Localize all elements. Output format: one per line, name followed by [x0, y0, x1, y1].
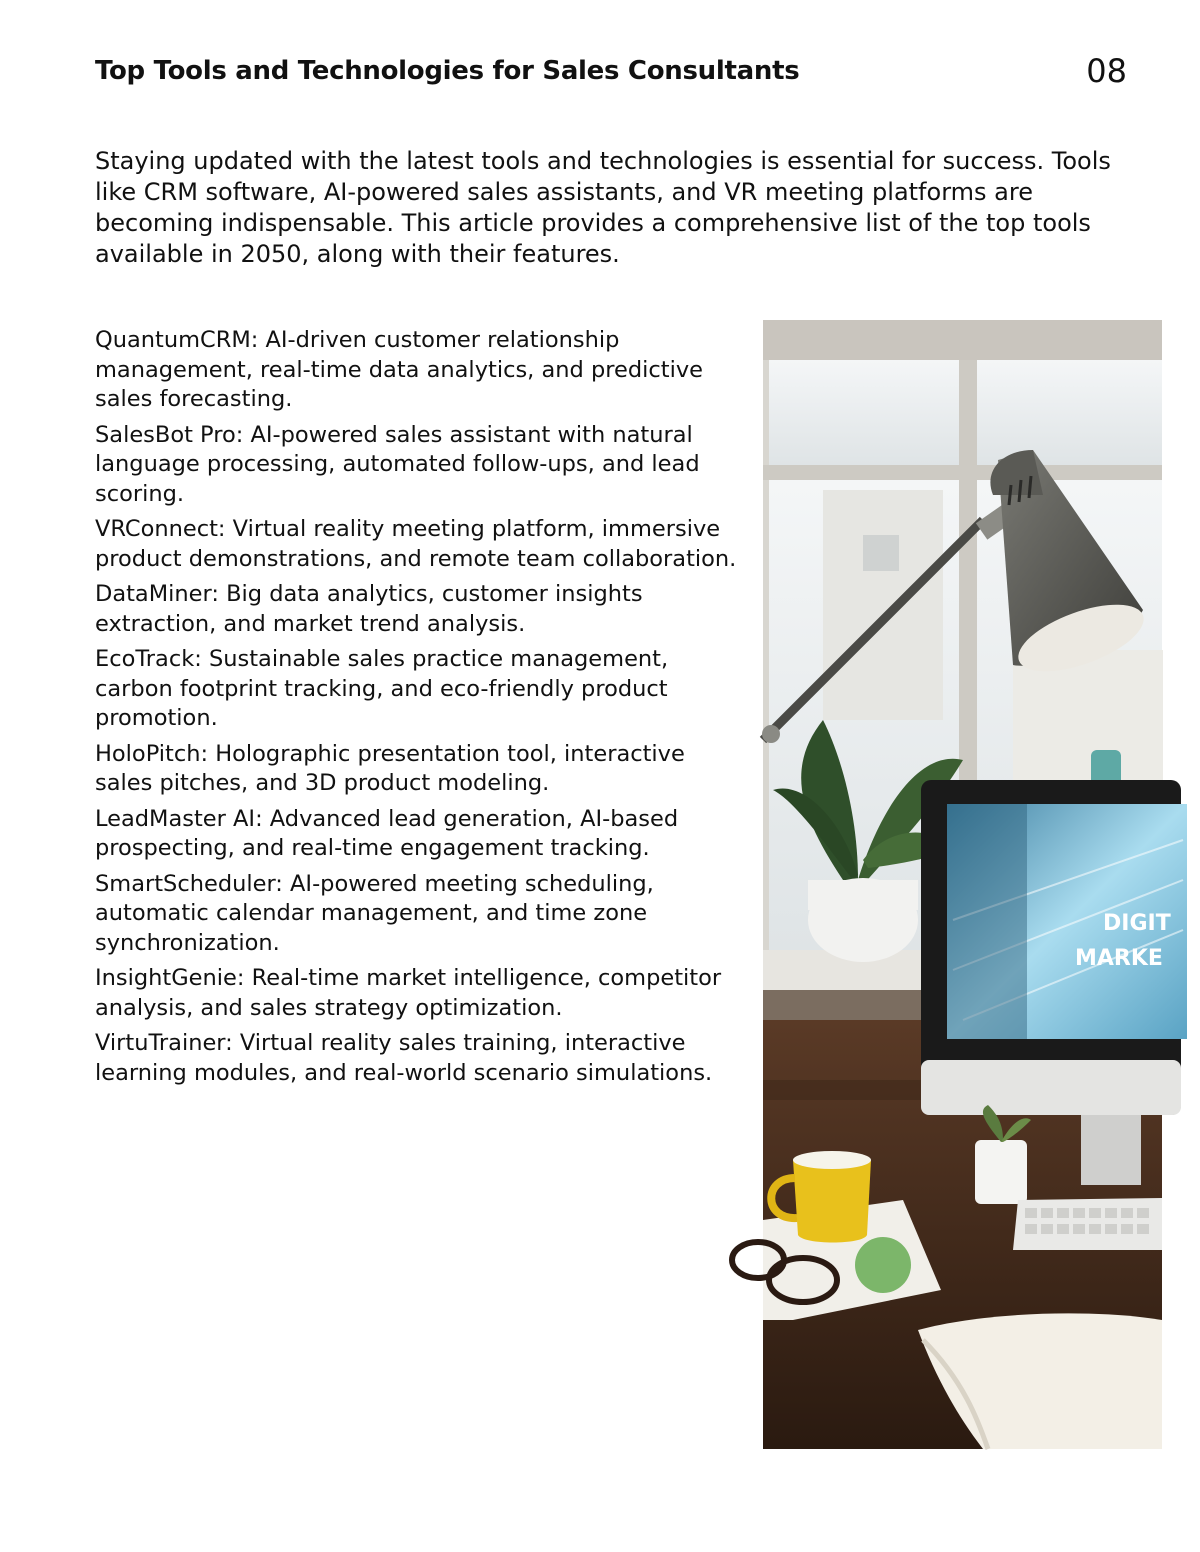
tools-list — [95, 326, 745, 1094]
list-item: DataMiner: Big data analytics, customer insights extraction, and market trend analysis. — [95, 581, 643, 637]
list-item: HoloPitch: Holographic presentation tool, interactive sales pitches, and 3D product modeling. — [95, 740, 685, 796]
list-item: VRConnect: Virtual reality meeting platform, immersive product demonstrations, and remote team collaboration. — [95, 516, 737, 572]
screen-text: DIGIT — [1103, 911, 1171, 936]
list-item: QuantumCRM: AI-driven customer relationship management, real-time data analytics, and predictive sales forecasting. — [95, 327, 703, 412]
desk-photo — [763, 320, 1171, 1449]
list-item: EcoTrack: Sustainable sales practice management, carbon footprint tracking, and eco-friendly product promotion. — [95, 646, 669, 731]
list-item: SmartScheduler: AI-powered meeting scheduling, automatic calendar management, and time zone synchronization. — [95, 870, 654, 956]
intro-paragraph: Staying updated with the latest tools and technologies is essential for success. Tools like CRM software, AI-powered sales assistants, and VR meeting platforms are becoming indispensable. This article provides a comprehensive list of the top tools available in 2050, along with their features. — [95, 147, 1111, 268]
screen-text: MARKE — [1075, 946, 1163, 971]
page-title: Top Tools and Technologies for Sales Consultants — [95, 56, 800, 86]
list-item: VirtuTrainer: Virtual reality sales training, interactive learning modules, and real-world scenario simulations. — [95, 1030, 713, 1086]
page-number: 08 — [1086, 52, 1127, 90]
list-item: InsightGenie: Real-time market intelligence, competitor analysis, and sales strategy optimization. — [95, 965, 722, 1021]
list-item: LeadMaster AI: Advanced lead generation, AI-based prospecting, and real-time engagement tracking. — [95, 805, 679, 861]
list-item: SalesBot Pro: AI-powered sales assistant with natural language processing, automated follow-ups, and lead scoring. — [95, 421, 700, 507]
